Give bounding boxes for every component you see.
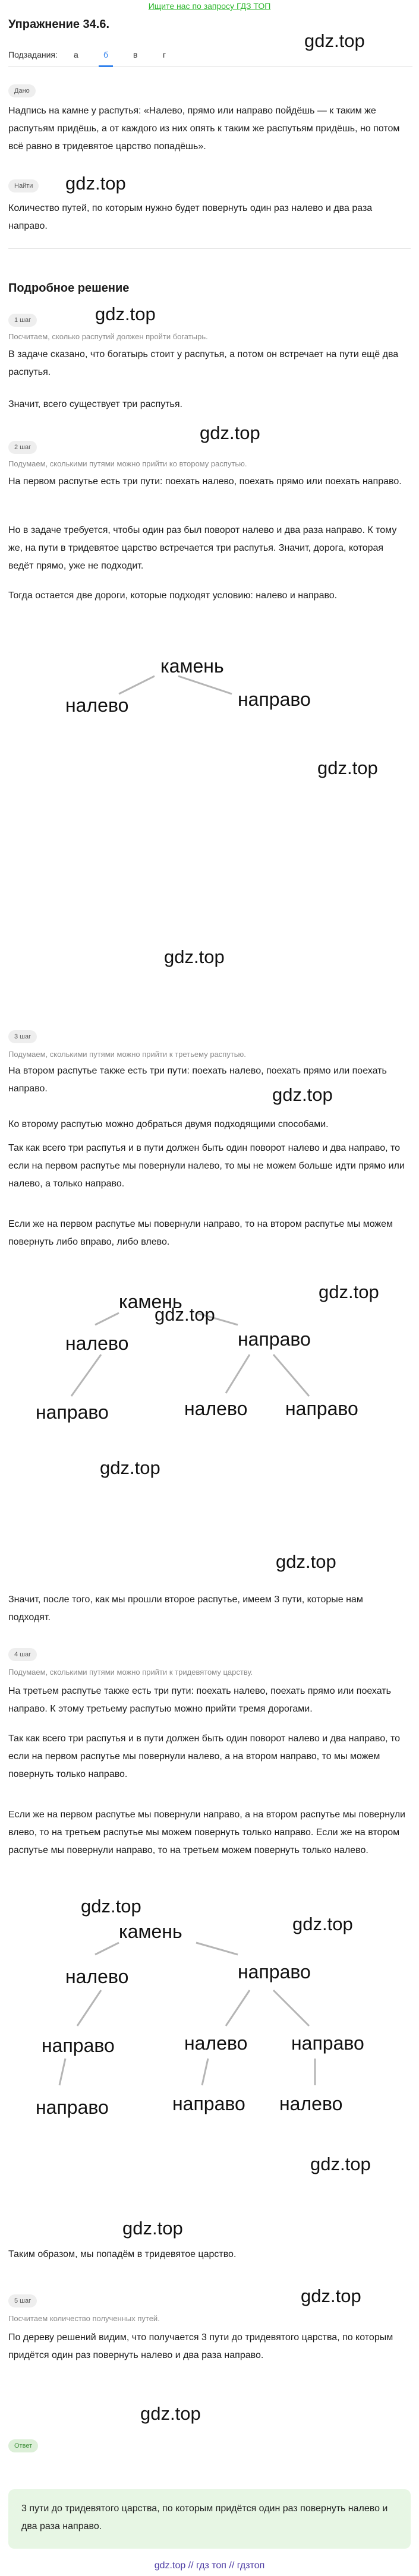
answer-text: 3 пути до тридевятого царства, по которым придётся один раз повернуть налево и два раза направо. [21, 2504, 388, 2531]
solution-title: Подробное решение [8, 282, 130, 295]
step2-pill: 2 шаг [8, 441, 37, 454]
step3-text-2: Ко второму распутью можно добраться двумя подходящими способами. [8, 1119, 329, 1129]
answer-pill: Ответ [8, 2439, 38, 2452]
step3-text-1: На втором распутье также есть три пути: поехать налево, поехать прямо или поехать направо. [8, 1066, 387, 1094]
edge [273, 1355, 309, 1396]
watermark: gdz.top [155, 1304, 215, 1325]
tree-node-left: налево [65, 1333, 129, 1354]
edge [95, 1943, 119, 1955]
watermark: gdz.top [65, 173, 126, 194]
edge [226, 1990, 250, 2026]
tree-node-stone: камень [119, 1291, 182, 1312]
step4-text-3: Если же на первом распутье мы повернули направо, а на втором распутье мы повернули влево, то на третьем распутье мы можем повернуть только направо. Если же на втором распутье мы повернули направо, то на третьем можем повернуть только налево. [8, 1810, 405, 1855]
find-pill: Найти [8, 179, 39, 192]
edge [59, 2059, 65, 2085]
step2-text-3: Тогда остается две дороги, которые подходят условию: налево и направо. [8, 591, 338, 601]
watermark: gdz.top [122, 2218, 183, 2239]
step4-pill: 4 шаг [8, 1648, 37, 1661]
given-pill: Дано [8, 84, 36, 97]
tree-node-right: направо [36, 2097, 109, 2118]
step3-text-4: Если же на первом распутье мы повернули направо, то на втором распутье мы можем повернуть либо вправо, либо влево. [8, 1219, 393, 1247]
step4-text-2: Так как всего три распутья и в пути должен быть один поворот налево и два направо, то если на первом распутье мы повернули налево, а на втором направо, то мы можем повернуть только направо. [8, 1734, 401, 1779]
given-text: Надпись на камне у распутья: «Налево, прямо или направо пойдёшь — к таким же распутьям придёшь, а от каждого из них опять к таким же распутьям придёшь, но потом всё равно в тридевятое царство попадёшь». [8, 106, 400, 151]
step1-text-1: В задаче сказано, что богатырь стоит у распутья, а потом он встречает на пути ещё два распутья. [8, 349, 399, 377]
edge [71, 1355, 101, 1396]
edge [77, 1990, 101, 2026]
step2-text-2: Но в задаче требуется, чтобы один раз был поворот налево и два раза направо. К тому же, на пути в тридевятое царство встречается три распутья. Значит, дорога, которая ведёт прямо, уже не подходит. [8, 525, 397, 571]
step5-text-1: По дереву решений видим, что получается 3 пути до тридевятого царства, по которым придётся один раз повернуть налево и два раза направо. [8, 2332, 393, 2360]
search-banner[interactable] [0, 0, 419, 13]
answer-box [8, 2489, 411, 2549]
step5-pill: 5 шаг [8, 2294, 37, 2307]
find-text: Количество путей, по которым нужно будет повернуть один раз налево и два раза направо. [8, 203, 373, 231]
edge [119, 676, 155, 694]
edge [95, 1313, 119, 1325]
tree-node-left: налево [65, 1966, 129, 1987]
watermark: gdz.top [95, 304, 156, 324]
tree-node-right: направо [238, 1328, 311, 1350]
tree-node-right: направо [238, 1961, 311, 1982]
step1-note: Посчитаем, сколько распутий должен пройти богатырь. [8, 332, 208, 341]
divider [8, 248, 411, 249]
decision-tree-3 [0, 1907, 419, 2127]
watermark: gdz.top [100, 1457, 160, 1478]
watermark: gdz.top [276, 1551, 336, 1572]
watermark: gdz.top [81, 1896, 141, 1917]
step5-note: Посчитаем количество полученных путей. [8, 2314, 160, 2323]
watermark: gdz.top [164, 946, 225, 967]
step4-note: Подумаем, сколькими путями можно прийти к тридевятому царству. [8, 1668, 253, 1677]
step3-after: Значит, после того, как мы прошли второе распутье, имеем 3 пути, которые нам подходят. [8, 1595, 363, 1622]
decision-tree-1 [0, 624, 419, 713]
tree-node-left: налево [184, 2032, 248, 2054]
tab-a[interactable]: а [74, 50, 78, 59]
tab-b[interactable]: б [103, 48, 108, 62]
tree-node-left: налево [65, 694, 129, 713]
step4-after: Таким образом, мы попадём в тридевятое царство. [8, 2249, 237, 2259]
banner-text[interactable]: Ищите нас по запросу ГДЗ ТОП [148, 1, 271, 11]
edge [202, 2059, 208, 2085]
step3-pill: 3 шаг [8, 1030, 37, 1043]
tree-node-left: налево [279, 2093, 343, 2114]
watermark: gdz.top [317, 757, 378, 778]
step1-text-2: Значит, всего существует три распутья. [8, 399, 182, 409]
tree-node-left: налево [184, 1398, 248, 1419]
tree-node-right: направо [36, 1401, 109, 1423]
edge [196, 1943, 238, 1955]
tree-node-right: направо [285, 1398, 358, 1419]
watermark: gdz.top [200, 422, 260, 443]
tree-node-stone: камень [160, 655, 224, 677]
subtabs-label: Подзадания: [8, 50, 58, 59]
step3-note: Подумаем, сколькими путями можно прийти к третьему распутью. [8, 1050, 246, 1059]
footer-links[interactable]: gdz.top // гдз топ // гдзтоп [154, 2561, 265, 2571]
tree-node-right: направо [238, 689, 311, 710]
tree-node-right: направо [42, 2035, 115, 2056]
tree-node-right: направо [291, 2032, 364, 2054]
tab-v[interactable]: в [133, 50, 138, 59]
tree-node-stone: камень [119, 1921, 182, 1942]
step1-pill: 1 шаг [8, 314, 37, 327]
tab-g[interactable]: г [163, 50, 166, 59]
edge [226, 1355, 250, 1393]
watermark: gdz.top [310, 2154, 371, 2174]
watermark: gdz.top [301, 2285, 361, 2306]
watermark: gdz.top [292, 1914, 353, 1934]
step3-text-3: Так как всего три распутья и в пути должен быть один поворот налево и два направо, то если на первом распутье мы повернули налево, то мы не можем больше идти прямо или налево, а только направо. [8, 1143, 405, 1189]
watermark: gdz.top [319, 1281, 379, 1302]
watermark: gdz.top [304, 30, 365, 51]
watermark: gdz.top [272, 1084, 333, 1105]
step2-note: Подумаем, сколькими путями можно прийти ко второму распутью. [8, 459, 247, 468]
page-title: Упражнение 34.6. [8, 18, 110, 31]
edge [178, 676, 232, 694]
step2-text-1: На первом распутье есть три пути: поехать налево, поехать прямо или поехать направо. [8, 476, 402, 487]
tree-node-right: направо [172, 2093, 245, 2114]
step4-text-1: На третьем распутье также есть три пути: поехать налево, поехать прямо или поехать направо. К этому третьему распутью можно прийти тремя дорогами. [8, 1686, 391, 1714]
watermark: gdz.top [140, 2403, 201, 2424]
subtask-tabs [8, 45, 412, 67]
edge [273, 1990, 309, 2026]
